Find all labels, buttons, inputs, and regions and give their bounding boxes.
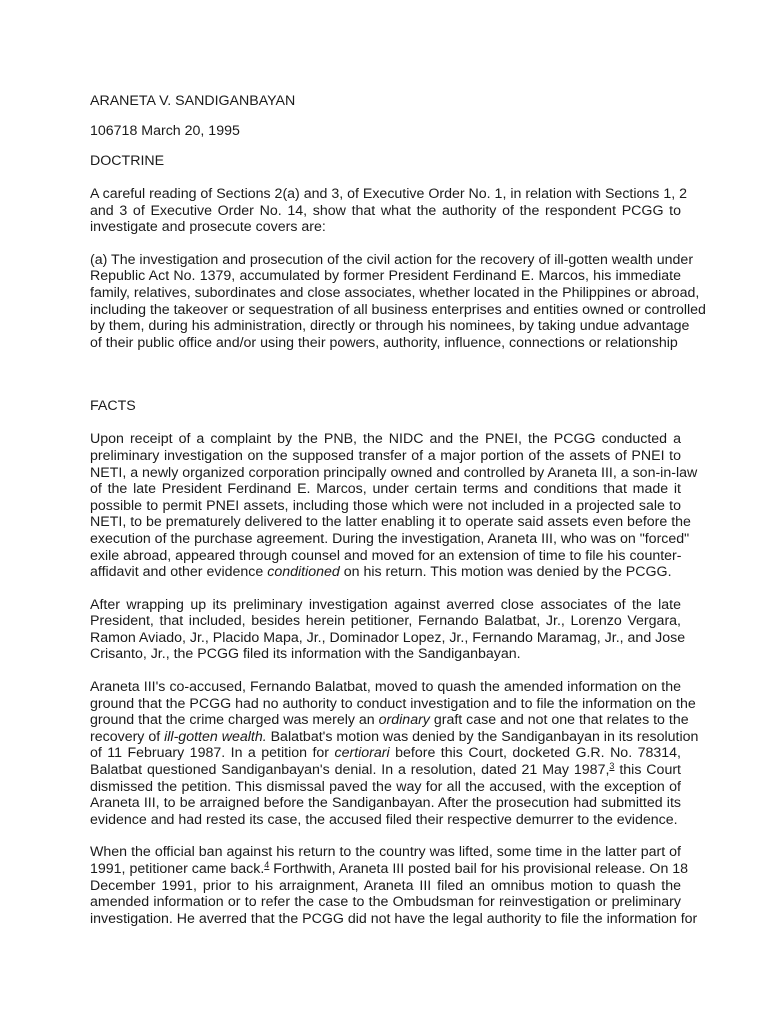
text-line: investigation. He averred that the PCGG did not have the legal authority to file the information for — [90, 910, 698, 927]
text-line: including the takeover or sequestration of all business enterprises and entities owned or controlled — [90, 301, 706, 318]
text-run: Balatbat's motion was denied by the Sandiganbayan in its resolution — [266, 728, 699, 745]
document-page — [90, 93, 706, 927]
text-line: December 1991, prior to his arraignment, Araneta III filed an omnibus motion to quash the — [90, 877, 681, 894]
text-run: ground that the crime charged was merely an — [90, 712, 379, 729]
text-line — [90, 745, 681, 762]
text-line: of their public office and/or using their powers, authority, influence, connections or relationship — [90, 334, 678, 351]
italic-text: certiorari — [334, 745, 390, 762]
text-run: affidavit and other evidence — [90, 564, 268, 581]
text-line: exile abroad, appeared through counsel and moved for an extension of time to file his counter- — [90, 547, 682, 564]
text-line: Ramon Aviado, Jr., Placido Mapa, Jr., Dominador Lopez, Jr., Fernando Maramag, Jr., and Jose — [90, 629, 686, 646]
facts-paragraph-2 — [90, 596, 686, 663]
text-run: graft case and not one that relates to the — [429, 712, 689, 729]
text-line: Araneta III, to be arraigned before the Sandiganbayan. After the prosecution had submitted its — [90, 795, 681, 812]
text-line — [90, 762, 681, 779]
italic-text: ill-gotten wealth. — [164, 728, 267, 745]
text-line: preliminary investigation on the supposed transfer of a major portion of the assets of PNEI to — [90, 447, 681, 464]
text-run: Balatbat questioned Sandiganbayan's denial. In a resolution, dated 21 May 1987, — [90, 762, 610, 779]
section-heading-doctrine: DOCTRINE — [90, 153, 165, 169]
text-line: Araneta III's co-accused, Fernando Balatbat, moved to quash the amended information on the — [90, 679, 681, 696]
text-line: family, relatives, subordinates and close associates, whether located in the Philippines or abroad, — [90, 284, 700, 301]
facts-paragraph-4 — [90, 844, 698, 927]
text-line: investigate and prosecute covers are: — [90, 219, 326, 236]
text-line — [90, 860, 689, 878]
doctrine-paragraph-1 — [90, 186, 687, 236]
text-line: Upon receipt of a complaint by the PNB, the NIDC and the PNEI, the PCGG conducted a — [90, 431, 681, 448]
text-line: Crisanto, Jr., the PCGG filed its information with the Sandiganbayan. — [90, 646, 521, 663]
text-line: (a) The investigation and prosecution of the civil action for the recovery of ill-gotten wealth under — [90, 251, 694, 268]
text-line: by them, during his administration, directly or through his nominees, by taking undue advantage — [90, 318, 690, 335]
text-line: When the official ban against his return to the country was lifted, some time in the latter part of — [90, 844, 681, 861]
text-line: of the late President Ferdinand E. Marcos, under certain terms and conditions that made it — [90, 481, 681, 498]
text-run: on his return. This motion was denied by the PCGG. — [339, 564, 672, 581]
text-line: possible to permit PNEI assets, including those which were not included in a projected sale to — [90, 497, 681, 514]
footnote-link-4[interactable]: 4 — [264, 860, 270, 870]
text-run: of 11 February 1987. In a petition for — [90, 745, 335, 762]
footnote-link-3[interactable]: 3 — [609, 761, 615, 772]
text-line: After wrapping up its preliminary investigation against averred close associates of the late — [90, 596, 681, 613]
doctrine-paragraph-2 — [90, 251, 706, 352]
text-line: dismissed the petition. This dismissal paved the way for all the accused, with the exception of — [90, 778, 681, 795]
text-run: this Court — [614, 762, 681, 779]
facts-paragraph-1 — [90, 431, 698, 581]
case-citation: 106718 March 20, 1995 — [90, 123, 240, 139]
text-line: NETI, to be prematurely delivered to the latter enabling it to operate said assets even before the — [90, 514, 691, 531]
text-run: recovery of — [90, 728, 165, 745]
text-line — [90, 564, 681, 581]
text-run: Forthwith, Araneta III posted bail for his provisional release. On 18 — [269, 861, 689, 877]
text-line: Republic Act No. 1379, accumulated by former President Ferdinand E. Marcos, his immediate — [90, 268, 681, 285]
text-line: NETI, a newly organized corporation principally owned and controlled by Araneta III, a son-in-law — [90, 464, 698, 481]
text-line — [90, 728, 699, 746]
text-line: A careful reading of Sections 2(a) and 3, of Executive Order No. 1, in relation with Sections 1, 2 — [90, 186, 687, 202]
text-line: and 3 of Executive Order No. 14, show that what the authority of the respondent PCGG to — [90, 202, 681, 219]
text-line: President, that included, besides herein petitioner, Fernando Balatbat, Jr., Lorenzo Vergara, — [90, 613, 681, 630]
italic-text: ordinary — [378, 712, 430, 729]
text-line — [90, 712, 689, 729]
text-run: 1991, petitioner came back. — [90, 861, 265, 877]
text-run: before this Court, docketed G.R. No. 78314, — [389, 745, 681, 762]
facts-paragraph-3 — [90, 679, 699, 828]
text-line: amended information or to refer the case to the Ombudsman for reinvestigation or preliminary — [90, 894, 681, 911]
case-title: ARANETA V. SANDIGANBAYAN — [90, 93, 296, 109]
section-heading-facts: FACTS — [90, 398, 136, 415]
text-line: execution of the purchase agreement. During the investigation, Araneta III, who was on "forced" — [90, 530, 690, 547]
text-line: evidence and had rested its case, the accused filed their respective demurrer to the evidence. — [90, 811, 678, 828]
italic-text: conditioned — [267, 564, 340, 581]
text-line: ground that the PCGG had no authority to conduct investigation and to file the information on the — [90, 695, 696, 712]
